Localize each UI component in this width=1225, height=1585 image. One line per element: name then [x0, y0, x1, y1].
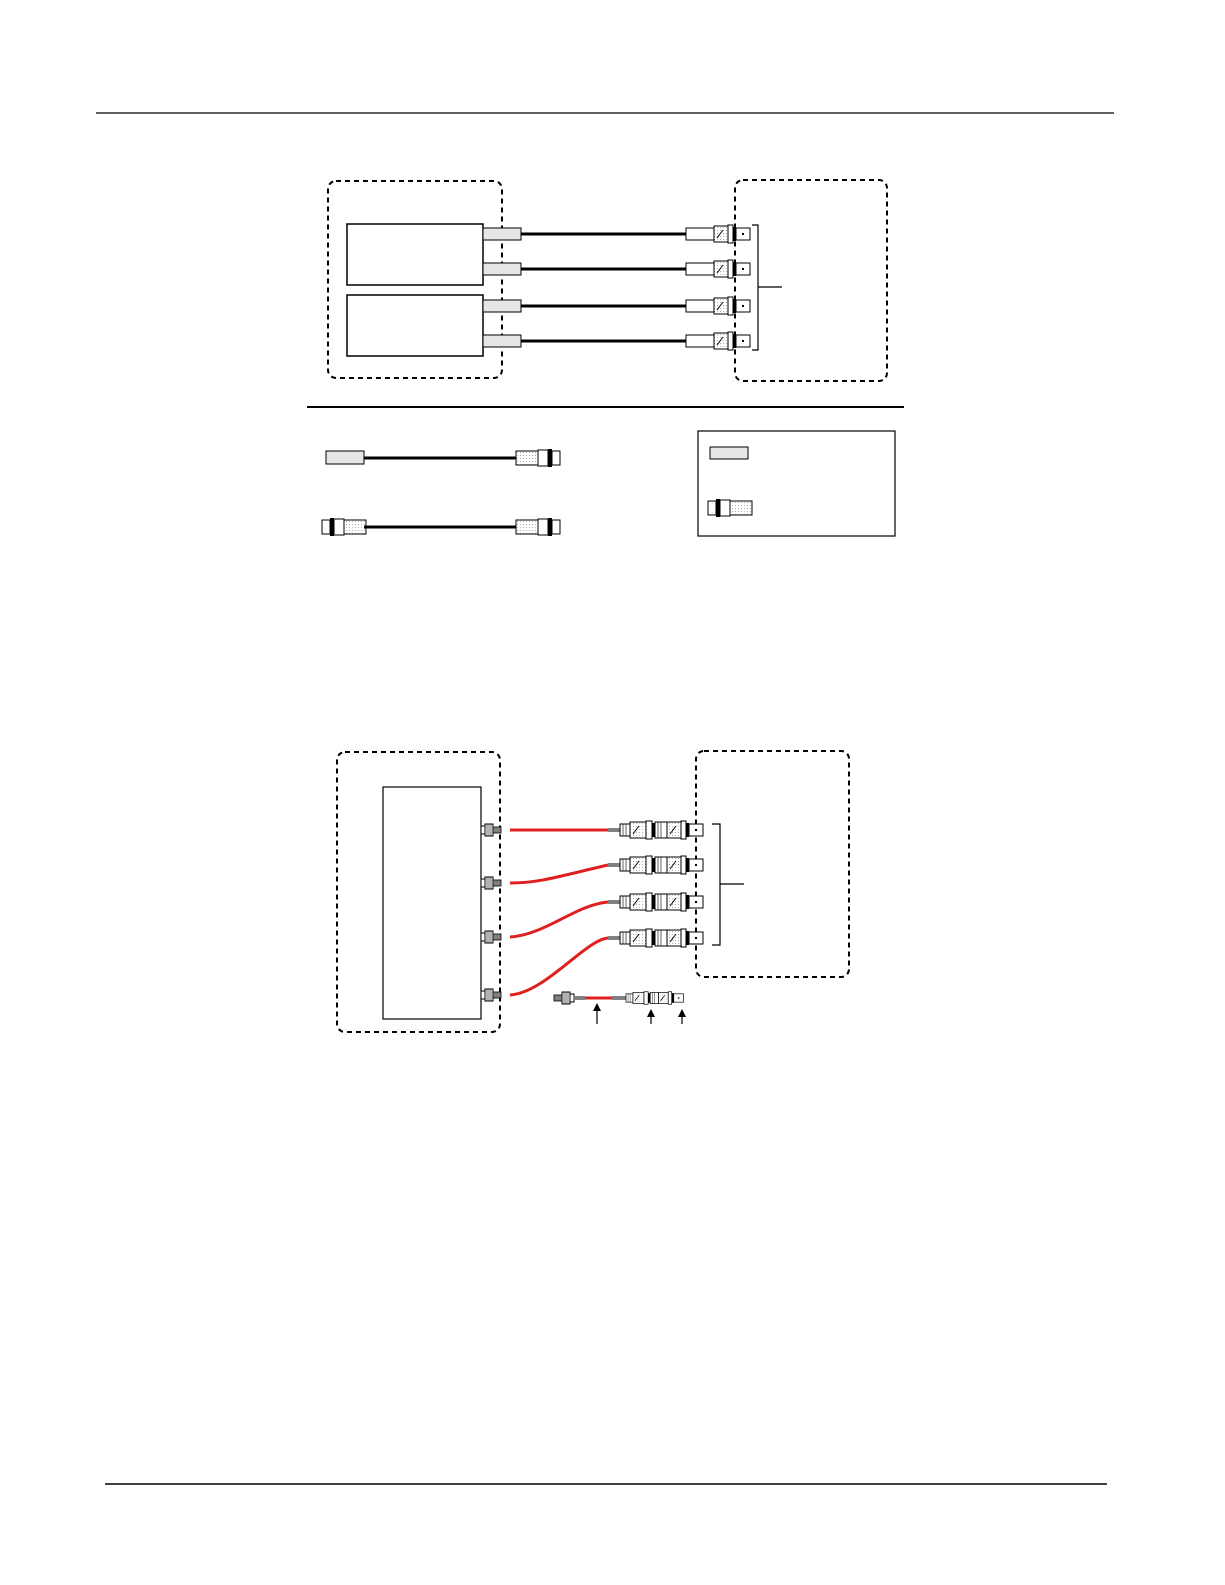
up-arrow-icon — [593, 1003, 686, 1024]
four-red-cables — [510, 830, 608, 995]
figure-2 — [337, 751, 849, 1032]
adapter-icon — [620, 821, 703, 947]
sma-connector-icon — [481, 824, 501, 1001]
plug-to-bnc-cable — [326, 449, 560, 467]
module-b — [347, 295, 483, 356]
bnc-to-bnc-cable — [322, 518, 560, 536]
legend-flat-plug-icon — [710, 447, 748, 459]
grey-ferrules — [608, 830, 620, 938]
exploded-cable-assembly — [554, 992, 683, 1004]
module-a — [347, 224, 483, 285]
four-cables — [521, 234, 686, 341]
target-enclosure-2 — [696, 751, 849, 977]
bracket — [752, 225, 758, 350]
legend-bnc-connector-icon — [708, 499, 752, 517]
unit — [383, 787, 481, 1019]
bracket-2 — [712, 824, 720, 945]
legend-box — [698, 431, 895, 536]
figure-1 — [307, 180, 904, 536]
bnc-connector-icon — [686, 225, 750, 350]
